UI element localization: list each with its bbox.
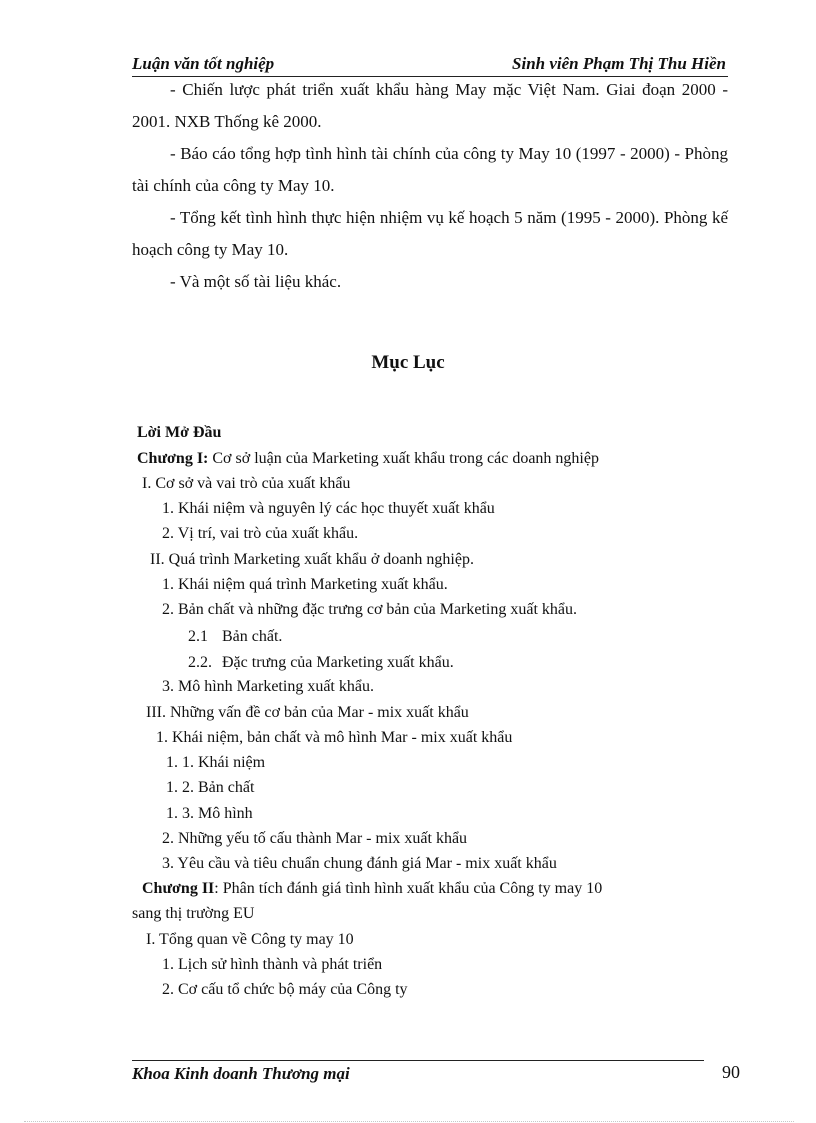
footer-divider <box>132 1060 704 1061</box>
reference-item: - Báo cáo tổng hợp tình hình tài chính của công ty May 10 (1997 - 2000) - Phòng tài chính của công ty May 10. <box>132 144 728 195</box>
references-list <box>132 74 728 298</box>
toc-number: 2.1 <box>188 628 208 645</box>
header-student-name: Sinh viên Phạm Thị Thu Hiền <box>512 54 726 73</box>
toc-subsection: 3. Yêu cầu và tiêu chuẩn chung đánh giá Mar - mix xuất khẩu <box>162 855 557 872</box>
toc-subsection: 1. Khái niệm quá trình Marketing xuất khẩu. <box>162 576 448 593</box>
toc-subsection: 1. Lịch sử hình thành và phát triển <box>162 956 383 973</box>
toc-subsection: 3. Mô hình Marketing xuất khẩu. <box>162 678 374 695</box>
reference-item: - Chiến lược phát triển xuất khẩu hàng May mặc Việt Nam. Giai đoạn 2000 - 2001. NXB Thống kê 2000. <box>132 80 728 131</box>
toc-chapter-2-label: Chương II <box>142 880 215 897</box>
toc-chapter-1-title: Cơ sở luận của Marketing xuất khẩu trong các doanh nghiệp <box>208 450 599 467</box>
toc-chapter-2-title-cont: sang thị trường EU <box>132 905 255 922</box>
toc-subsection: 2. Vị trí, vai trò của xuất khẩu. <box>162 525 359 542</box>
toc-subsubsection <box>188 654 454 672</box>
toc-section: I. Tổng quan về Công ty may 10 <box>146 931 354 948</box>
toc-subsubsection: 1. 3. Mô hình <box>166 805 253 822</box>
toc-subsection: 1. Khái niệm và nguyên lý các học thuyết xuất khẩu <box>162 500 495 517</box>
reference-item: - Tổng kết tình hình thực hiện nhiệm vụ kế hoạch 5 năm (1995 - 2000). Phòng kế hoạch công ty May 10. <box>132 208 728 259</box>
toc-entry-text: Bản chất. <box>222 628 283 645</box>
toc-section: II. Quá trình Marketing xuất khẩu ở doanh nghiệp. <box>150 551 474 568</box>
toc-subsubsection: 1. 1. Khái niệm <box>166 754 266 771</box>
toc-subsubsection: 1. 2. Bản chất <box>166 779 255 796</box>
toc-number: 2.2. <box>188 654 212 671</box>
toc-section: I. Cơ sở và vai trò của xuất khẩu <box>142 475 351 492</box>
toc-subsubsection <box>188 628 282 646</box>
toc-title: Mục Lục <box>371 352 445 373</box>
reference-item: - Và một số tài liệu khác. <box>170 272 342 291</box>
toc-entry-text: Đặc trưng của Marketing xuất khẩu. <box>222 654 454 671</box>
header-thesis-title: Luận văn tốt nghiệp <box>132 54 275 73</box>
footer-faculty: Khoa Kinh doanh Thương mại <box>132 1064 350 1083</box>
toc-subsection: 2. Cơ cấu tổ chức bộ máy của Công ty <box>162 981 408 998</box>
toc-subsection: 2. Những yếu tố cấu thành Mar - mix xuất khẩu <box>162 830 468 847</box>
toc-chapter-1 <box>137 450 599 468</box>
toc-chapter-1-label: Chương I: <box>137 450 209 467</box>
toc-intro: Lời Mở Đầu <box>137 424 222 441</box>
page-number: 90 <box>722 1062 740 1082</box>
toc-subsection: 1. Khái niệm, bản chất và mô hình Mar - mix xuất khẩu <box>156 729 513 746</box>
page-bottom-border <box>24 1121 794 1122</box>
toc-chapter-2-title: : Phân tích đánh giá tình hình xuất khẩu của Công ty may 10 <box>214 880 603 897</box>
toc-subsection: 2. Bản chất và những đặc trưng cơ bản của Marketing xuất khẩu. <box>162 601 578 618</box>
toc-chapter-2 <box>142 880 602 898</box>
toc-section: III. Những vấn đề cơ bản của Mar - mix xuất khẩu <box>146 704 469 721</box>
